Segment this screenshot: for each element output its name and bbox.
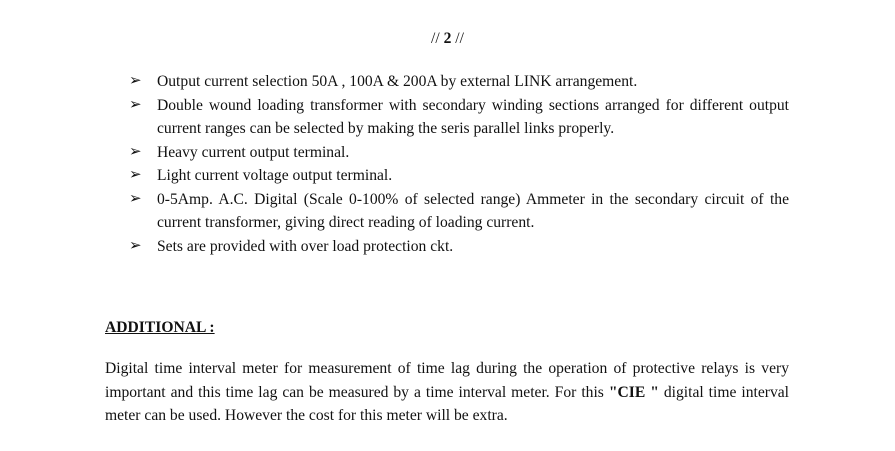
arrowhead-bullet-icon: ➢ <box>129 237 142 254</box>
list-item <box>129 141 789 165</box>
list-item <box>129 235 789 259</box>
list-item-text: Output current selection 50A , 100A & 200A by external LINK arrangement. <box>157 73 638 90</box>
list-item <box>129 164 789 188</box>
paragraph-text-before: Digital time interval meter for measurement of time lag during the operation of protective relays is very important and this time lag can be measured by a time interval meter. For this <box>105 360 789 401</box>
list-item <box>129 70 789 94</box>
arrowhead-bullet-icon: ➢ <box>129 143 142 160</box>
arrowhead-bullet-icon: ➢ <box>129 96 142 113</box>
additional-heading: ADDITIONAL : <box>105 319 215 336</box>
list-item-text: Heavy current output terminal. <box>157 143 350 161</box>
list-item-text: Sets are provided with over load protection ckt. <box>157 237 454 255</box>
arrowhead-bullet-icon: ➢ <box>129 190 142 207</box>
page-number-prefix: // <box>431 30 444 47</box>
arrowhead-bullet-icon: ➢ <box>129 73 142 89</box>
additional-paragraph <box>105 357 789 428</box>
page-number-value: 2 <box>443 30 452 47</box>
arrowhead-bullet-icon: ➢ <box>129 167 142 183</box>
list-item-text: 0-5Amp. A.C. Digital (Scale 0-100% of selected range) Ammeter in the secondary circuit of the current transformer, giving direct reading of loading current. <box>157 190 789 231</box>
paragraph-text-after: digital time interval meter can be used. However the cost for this meter will be extra. <box>105 383 790 424</box>
page-number <box>0 29 895 49</box>
list-item <box>129 188 789 235</box>
feature-list <box>129 70 789 258</box>
list-item <box>129 94 789 141</box>
list-item-text: Double wound loading transformer with secondary winding sections arranged for different output current ranges can be selected by making the seris parallel links properly. <box>157 96 789 137</box>
page-number-suffix: // <box>451 30 464 47</box>
list-item-text: Light current voltage output terminal. <box>157 167 393 184</box>
brand-name: "CIE " <box>608 383 659 401</box>
